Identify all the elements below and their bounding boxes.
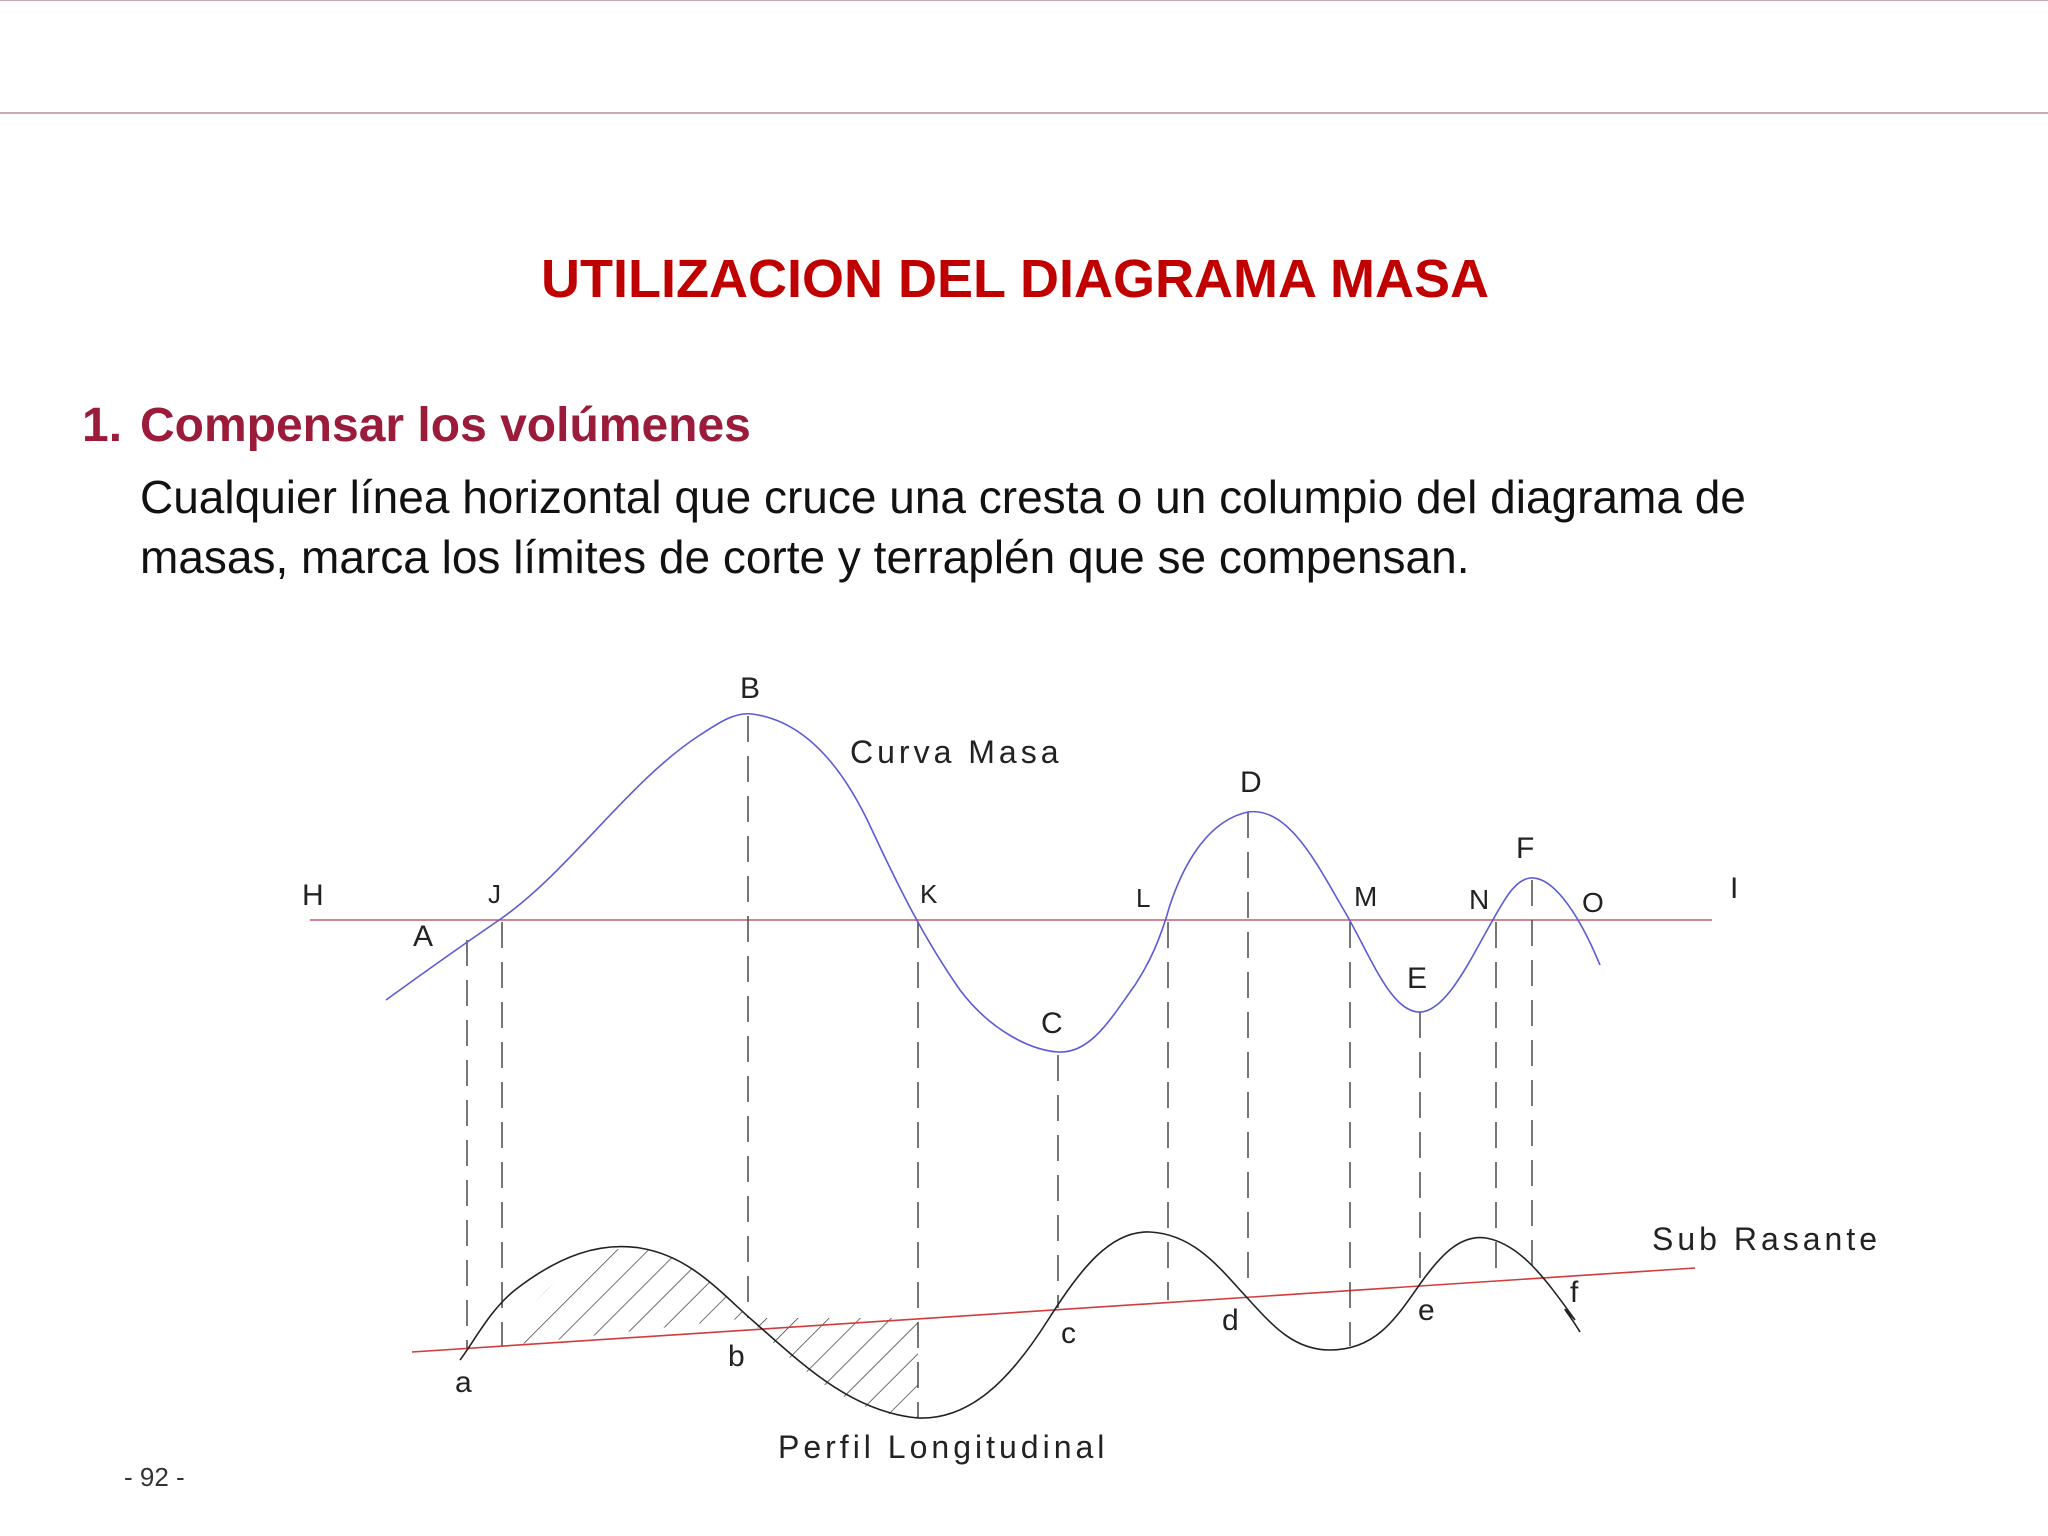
label-d-lower: d [1222, 1304, 1239, 1337]
slide-title: UTILIZACION DEL DIAGRAMA MASA [541, 249, 1489, 309]
label-j: J [488, 879, 501, 909]
label-l: L [1136, 883, 1151, 913]
label-c-lower: c [1061, 1317, 1076, 1350]
label-d: D [1240, 766, 1262, 799]
body-line-1: Cualquier línea horizontal que cruce una cresta o un columpio del diagrama de [140, 471, 1746, 523]
label-a: A [413, 920, 434, 953]
label-n: N [1469, 884, 1490, 915]
cut-hatch-area [502, 1248, 748, 1346]
label-e: E [1407, 962, 1428, 995]
curva-masa-label: Curva Masa [850, 734, 1063, 770]
page-number: - 92 - [124, 1462, 185, 1492]
fill-hatch-area [748, 1318, 918, 1418]
label-a-lower: a [455, 1366, 472, 1399]
label-m: M [1354, 881, 1378, 912]
label-h: H [302, 879, 324, 912]
label-f-lower: f [1570, 1276, 1579, 1309]
upper-point-labels [302, 672, 1738, 1040]
label-c: C [1041, 1007, 1063, 1040]
sub-rasante-label: Sub Rasante [1652, 1221, 1882, 1257]
label-k: K [920, 879, 938, 909]
section-heading-text: Compensar los volúmenes [140, 399, 751, 452]
label-i: I [1730, 872, 1739, 905]
label-b-lower: b [728, 1340, 745, 1373]
label-f-upper: F [1516, 832, 1535, 865]
perfil-longitudinal-label: Perfil Longitudinal [778, 1429, 1109, 1465]
label-e-lower: e [1418, 1294, 1435, 1327]
label-b: B [740, 672, 761, 705]
body-line-2: masas, marca los límites de corte y terraplén que se compensan. [140, 531, 1470, 583]
label-o: O [1582, 887, 1604, 918]
section-number: 1. [82, 399, 123, 452]
